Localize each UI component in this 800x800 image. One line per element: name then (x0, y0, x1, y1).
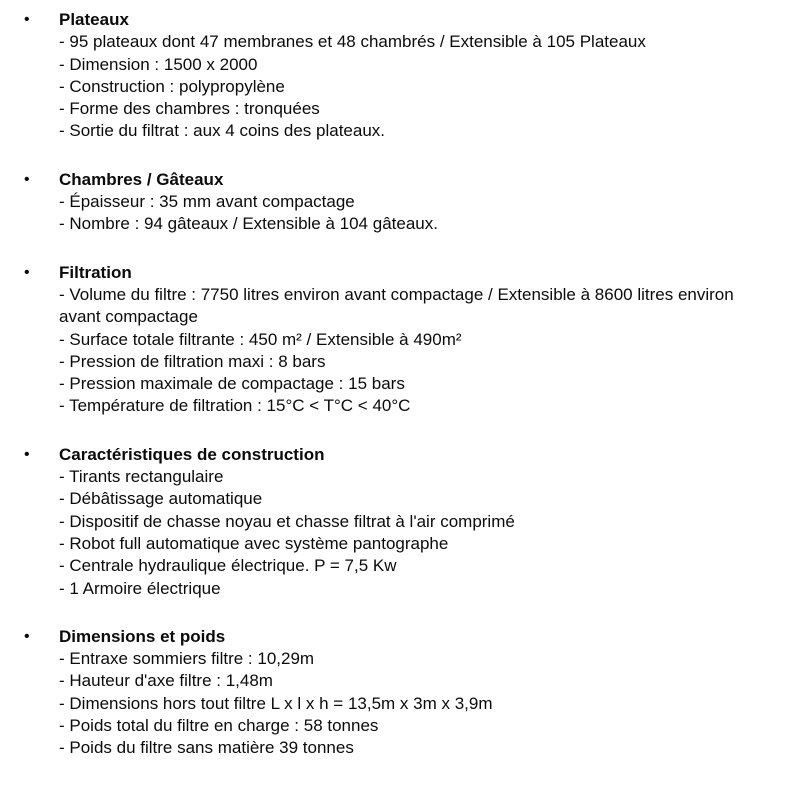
spec-line: - Forme des chambres : tronquées (59, 99, 320, 119)
spec-line: - Dispositif de chasse noyau et chasse filtrat à l'air comprimé (59, 511, 515, 531)
section-title: Chambres / Gâteaux (59, 169, 224, 189)
spec-line: - Volume du filtre : 7750 litres environ avant compactage / Extensible à 8600 litres environ avant compactage (59, 284, 739, 327)
spec-line: - Nombre : 94 gâteaux / Extensible à 104 gâteaux. (59, 214, 438, 234)
section-caracteristiques-construction (0, 444, 770, 600)
bullet-icon: • (24, 263, 30, 281)
section-chambres-gateaux (0, 169, 770, 236)
spec-line: - Surface totale filtrante : 450 m² / Extensible à 490m² (59, 329, 462, 349)
spec-line: - Construction : polypropylène (59, 76, 285, 96)
spec-line: - Robot full automatique avec système pantographe (59, 533, 449, 553)
spec-line: - Entraxe sommiers filtre : 10,29m (59, 649, 315, 669)
section-title: Plateaux (59, 10, 129, 29)
spec-line: - 95 plateaux dont 47 membranes et 48 chambrés / Extensible à 105 Plateaux (59, 32, 646, 52)
spec-line: - Sortie du filtrat : aux 4 coins des plateaux. (59, 121, 386, 141)
bullet-icon: • (24, 170, 30, 188)
spec-line: - Température de filtration : 15°C < T°C < 40°C (59, 396, 411, 416)
section-filtration (0, 262, 770, 418)
bullet-icon: • (24, 11, 30, 28)
section-title: Caractéristiques de construction (59, 444, 325, 464)
spec-line: - Dimension : 1500 x 2000 (59, 54, 258, 74)
spec-line: - Poids total du filtre en charge : 58 tonnes (59, 716, 379, 736)
spec-line: - Hauteur d'axe filtre : 1,48m (59, 671, 273, 691)
spec-line: - Centrale hydraulique électrique. P = 7,5 Kw (59, 556, 397, 576)
section-title: Dimensions et poids (59, 626, 226, 646)
spec-line: - 1 Armoire électrique (59, 578, 221, 598)
spec-line: - Pression de filtration maxi : 8 bars (59, 351, 326, 371)
bullet-icon: • (24, 445, 30, 463)
section-dimensions-poids (0, 626, 770, 760)
bullet-icon: • (24, 627, 30, 645)
spec-line: - Débâtissage automatique (59, 489, 263, 509)
spec-line: - Poids du filtre sans matière 39 tonnes (59, 738, 354, 758)
spec-line: - Dimensions hors tout filtre L x l x h = 13,5m x 3m x 3,9m (59, 693, 493, 713)
section-title: Filtration (59, 262, 132, 282)
spec-line: - Épaisseur : 35 mm avant compactage (59, 192, 355, 212)
spec-line: - Tirants rectangulaire (59, 467, 224, 487)
section-plateaux (0, 9, 770, 143)
spec-line: - Pression maximale de compactage : 15 bars (59, 374, 405, 394)
